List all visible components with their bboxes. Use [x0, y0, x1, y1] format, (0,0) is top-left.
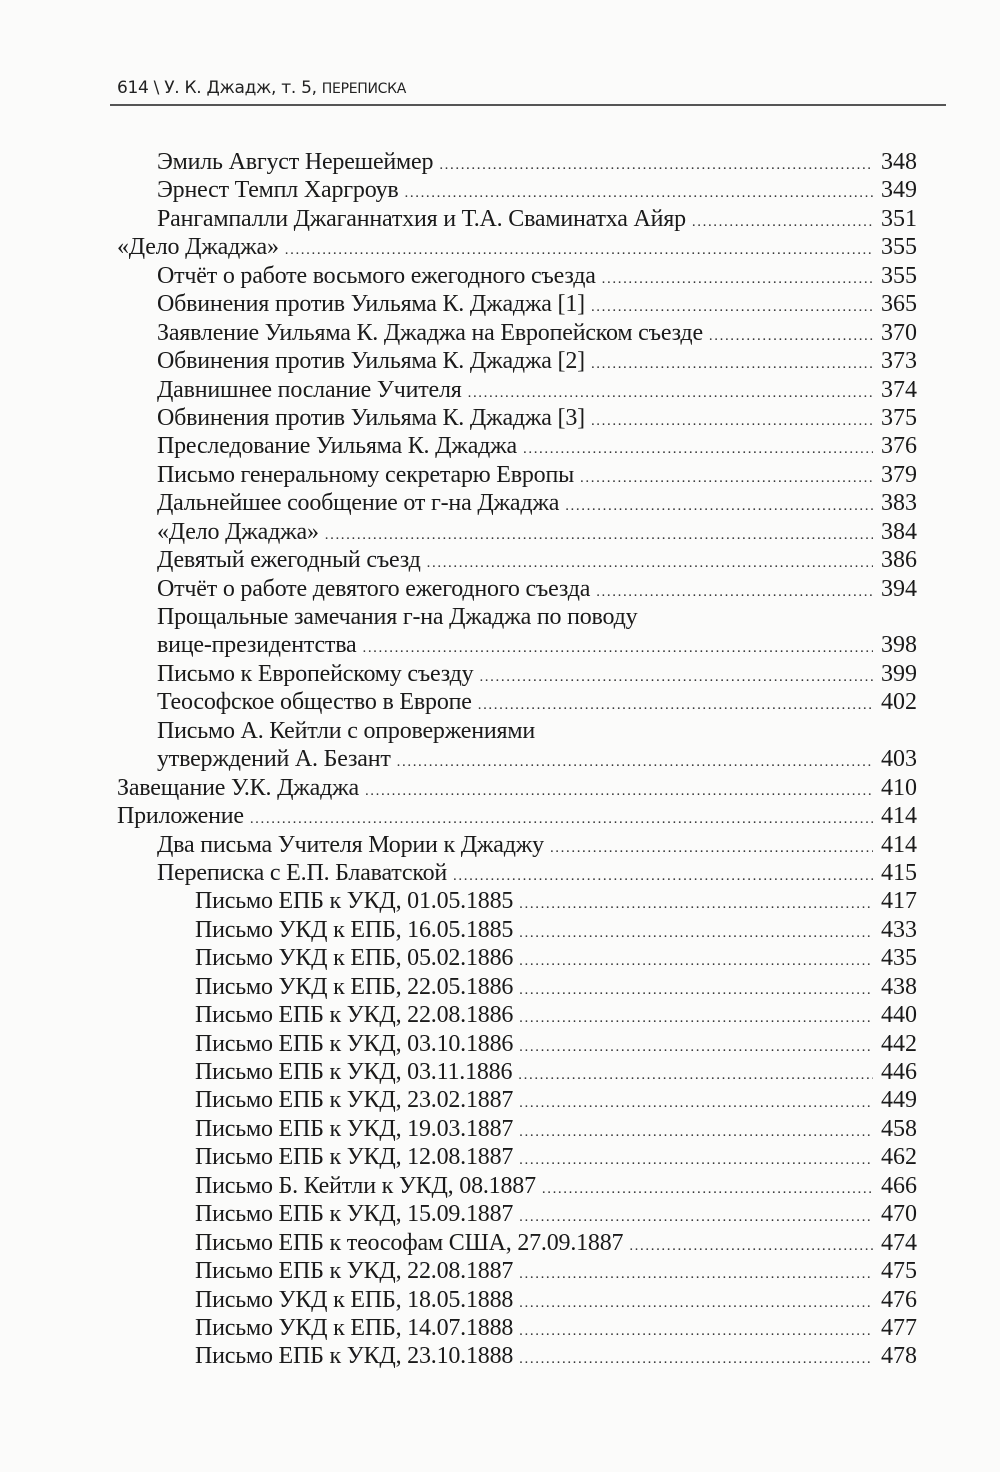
- toc-entry-title: Обвинения против Уильяма К. Джаджа [3]: [157, 404, 585, 431]
- toc-entry-title: Письмо ЕПБ к УКД, 22.08.1887: [195, 1258, 514, 1285]
- toc-entry-title: Письмо ЕПБ к УКД, 15.09.1887: [195, 1201, 514, 1228]
- toc-entry[interactable]: [117, 176, 917, 204]
- toc-entry-title: Письмо ЕПБ к УКД, 23.10.1888: [195, 1343, 514, 1370]
- running-header: [117, 78, 406, 98]
- toc-entry-page: 466: [881, 1172, 917, 1199]
- dot-leader: [519, 976, 873, 1004]
- table-of-contents: [117, 148, 917, 1371]
- toc-entry-page: 348: [881, 149, 917, 175]
- toc-entry[interactable]: [117, 461, 917, 489]
- dot-leader: [629, 1232, 873, 1260]
- toc-entry-page: 446: [881, 1059, 917, 1085]
- toc-entry-page: 394: [881, 575, 917, 602]
- toc-entry-page: 475: [881, 1258, 917, 1285]
- toc-entry-title: Письмо Б. Кейтли к УКД, 08.1887: [195, 1172, 536, 1199]
- toc-entry-title: Заявление Уильяма К. Джаджа на Европейском съезде: [157, 319, 703, 346]
- toc-entry[interactable]: [117, 233, 917, 261]
- toc-entry-page: 477: [881, 1314, 917, 1341]
- dot-leader: [468, 379, 873, 407]
- dot-leader: [519, 1004, 873, 1032]
- dot-leader: [325, 521, 873, 549]
- dot-leader: [519, 1033, 873, 1061]
- toc-entry-title-line1: Письмо А. Кейтли с опровержениями: [157, 717, 536, 744]
- dot-leader: [591, 293, 873, 321]
- dot-leader: [591, 407, 873, 435]
- toc-entry[interactable]: [117, 518, 917, 546]
- toc-entry-page: 351: [881, 205, 917, 232]
- toc-entry-page: 355: [881, 262, 917, 289]
- toc-entry-title: Письмо ЕПБ к УКД, 22.08.1886: [195, 1002, 514, 1029]
- dot-leader: [479, 663, 873, 691]
- toc-entry[interactable]: [117, 1115, 917, 1143]
- toc-entry-title: Письмо ЕПБ к УКД, 12.08.1887: [195, 1144, 514, 1171]
- toc-entry[interactable]: [117, 688, 917, 716]
- dot-leader: [542, 1175, 873, 1203]
- toc-entry-page: 399: [881, 660, 917, 687]
- toc-entry[interactable]: [117, 575, 917, 603]
- dot-leader: [602, 265, 873, 293]
- toc-entry[interactable]: [117, 631, 917, 659]
- toc-entry[interactable]: [117, 1342, 917, 1370]
- dot-leader: [439, 151, 873, 179]
- dot-leader: [519, 1289, 873, 1317]
- toc-entry[interactable]: [117, 546, 917, 574]
- toc-entry[interactable]: [117, 1172, 917, 1200]
- toc-entry[interactable]: [117, 944, 917, 972]
- toc-entry[interactable]: [117, 1001, 917, 1029]
- toc-entry-page: 414: [881, 803, 917, 830]
- toc-entry-page: 370: [881, 319, 917, 346]
- dot-leader: [519, 919, 873, 947]
- dot-leader: [365, 777, 873, 805]
- dot-leader: [523, 435, 873, 463]
- toc-entry-page: 374: [881, 376, 917, 403]
- toc-entry-page: 458: [881, 1115, 917, 1142]
- toc-entry[interactable]: [117, 859, 917, 887]
- toc-entry-page: 383: [881, 490, 917, 517]
- toc-entry[interactable]: [117, 1143, 917, 1171]
- toc-entry[interactable]: [117, 1058, 917, 1086]
- toc-entry-page: 398: [881, 632, 917, 659]
- dot-leader: [550, 834, 873, 862]
- dot-leader: [427, 549, 873, 577]
- header-author: У. К. Джадж, т. 5,: [164, 78, 317, 98]
- toc-entry-title: Эрнест Темпл Харгроув: [157, 177, 399, 204]
- toc-entry-title: Завещание У.К. Джаджа: [117, 774, 359, 801]
- toc-entry-title: Письмо УКД к ЕПБ, 22.05.1886: [195, 973, 514, 1000]
- toc-entry-title: Теософское общество в Европе: [157, 689, 472, 716]
- toc-entry[interactable]: [117, 347, 917, 375]
- dot-leader: [518, 1061, 873, 1089]
- toc-entry-page: 349: [881, 177, 917, 204]
- toc-entry-page: 433: [881, 916, 917, 943]
- toc-entry-title: Обвинения против Уильяма К. Джаджа [2]: [157, 348, 585, 375]
- toc-entry-title: Девятый ежегодный съезд: [157, 547, 421, 574]
- toc-entry-title: Письмо ЕПБ к теософам США, 27.09.1887: [195, 1229, 624, 1256]
- toc-entry-title: Письмо ЕПБ к УКД, 01.05.1885: [195, 888, 514, 915]
- dot-leader: [692, 208, 873, 236]
- toc-entry-title: Рангампалли Джаганнатхия и Т.А. Сваминатха Айяр: [157, 205, 686, 232]
- toc-entry[interactable]: [117, 262, 917, 290]
- toc-entry[interactable]: [117, 1229, 917, 1257]
- toc-entry-page: 386: [881, 547, 917, 574]
- toc-entry-page: 403: [881, 746, 917, 773]
- toc-entry[interactable]: [117, 148, 917, 176]
- dot-leader: [362, 634, 873, 662]
- dot-leader: [478, 691, 873, 719]
- toc-entry-first-line: [117, 717, 917, 745]
- toc-entry-title: Письмо УКД к ЕПБ, 16.05.1885: [195, 916, 514, 943]
- dot-leader: [519, 1118, 873, 1146]
- toc-entry[interactable]: [117, 774, 917, 802]
- dot-leader: [519, 1260, 873, 1288]
- toc-entry[interactable]: [117, 802, 917, 830]
- dot-leader: [591, 350, 873, 378]
- dot-leader: [709, 322, 873, 350]
- header-rule: [110, 104, 946, 106]
- toc-entry-title: Преследование Уильяма К. Джаджа: [157, 433, 517, 460]
- toc-entry-title: Приложение: [117, 803, 244, 830]
- toc-entry[interactable]: [117, 290, 917, 318]
- toc-entry-page: 410: [881, 774, 917, 801]
- toc-entry[interactable]: [117, 1200, 917, 1228]
- dot-leader: [580, 464, 873, 492]
- toc-entry-page: 384: [881, 518, 917, 545]
- dot-leader: [519, 1203, 873, 1231]
- toc-entry[interactable]: [117, 887, 917, 915]
- toc-entry-title: вице-президентства: [157, 632, 357, 659]
- toc-entry-page: 414: [881, 831, 917, 858]
- toc-entry-page: 478: [881, 1343, 917, 1370]
- toc-entry-title: Письмо УКД к ЕПБ, 14.07.1888: [195, 1314, 514, 1341]
- toc-entry[interactable]: [117, 205, 917, 233]
- toc-entry-title: «Дело Джаджа»: [157, 518, 319, 545]
- toc-entry[interactable]: [117, 1286, 917, 1314]
- dot-leader: [453, 862, 873, 890]
- toc-entry-page: 402: [881, 689, 917, 716]
- dot-leader: [519, 947, 873, 975]
- toc-entry[interactable]: [117, 1086, 917, 1114]
- toc-entry-first-line: [117, 603, 917, 631]
- dot-leader: [519, 1146, 873, 1174]
- toc-entry-page: 442: [881, 1030, 917, 1057]
- toc-entry-page: 417: [881, 888, 917, 915]
- toc-entry[interactable]: [117, 1030, 917, 1058]
- dot-leader: [250, 805, 873, 833]
- header-page-number: 614: [117, 78, 149, 98]
- header-separator: \: [153, 78, 160, 98]
- toc-entry[interactable]: [117, 319, 917, 347]
- toc-entry-title: Письмо к Европейскому съезду: [157, 660, 474, 687]
- toc-entry[interactable]: [117, 745, 917, 773]
- toc-entry[interactable]: [117, 1314, 917, 1342]
- toc-entry-page: 379: [881, 461, 917, 488]
- toc-entry-title: «Дело Джаджа»: [117, 234, 279, 261]
- dot-leader: [405, 179, 873, 207]
- toc-entry[interactable]: [117, 660, 917, 688]
- toc-entry[interactable]: [117, 1257, 917, 1285]
- toc-entry-title: Переписка с Е.П. Блаватской: [157, 859, 448, 886]
- toc-entry-title: Отчёт о работе восьмого ежегодного съезда: [157, 262, 596, 289]
- toc-entry[interactable]: [117, 973, 917, 1001]
- toc-entry-title: Письмо генеральному секретарю Европы: [157, 461, 575, 488]
- toc-entry[interactable]: [117, 376, 917, 404]
- dot-leader: [519, 890, 873, 918]
- dot-leader: [565, 492, 873, 520]
- toc-entry-title: Письмо УКД к ЕПБ, 05.02.1886: [195, 945, 514, 972]
- toc-entry[interactable]: [117, 404, 917, 432]
- toc-entry-page: 435: [881, 945, 917, 972]
- dot-leader: [285, 236, 873, 264]
- toc-entry[interactable]: [117, 916, 917, 944]
- toc-entry-title: Давнишнее послание Учителя: [157, 376, 462, 403]
- toc-entry-page: 355: [881, 234, 917, 261]
- toc-entry-page: 474: [881, 1229, 917, 1256]
- toc-entry-title: Эмиль Август Нерешеймер: [157, 149, 434, 175]
- toc-entry[interactable]: [117, 432, 917, 460]
- toc-entry-page: 365: [881, 291, 917, 318]
- toc-entry-page: 462: [881, 1144, 917, 1171]
- toc-entry-title-line1: Прощальные замечания г-на Джаджа по поводу: [157, 604, 638, 630]
- dot-leader: [596, 578, 873, 606]
- toc-entry-page: 440: [881, 1002, 917, 1029]
- toc-entry-page: 476: [881, 1286, 917, 1313]
- dot-leader: [397, 748, 873, 776]
- toc-entry-page: 375: [881, 404, 917, 431]
- toc-entry-page: 470: [881, 1201, 917, 1228]
- toc-entry-title: Письмо ЕПБ к УКД, 19.03.1887: [195, 1115, 514, 1142]
- dot-leader: [519, 1317, 873, 1345]
- toc-entry-title: Два письма Учителя Мории к Джаджу: [157, 831, 544, 858]
- toc-entry-title: Письмо ЕПБ к УКД, 03.11.1886: [195, 1059, 513, 1085]
- toc-entry[interactable]: [117, 489, 917, 517]
- toc-entry-page: 373: [881, 348, 917, 375]
- toc-entry-page: 376: [881, 433, 917, 460]
- toc-entry-title: Обвинения против Уильяма К. Джаджа [1]: [157, 291, 585, 318]
- toc-entry-title: Дальнейшее сообщение от г-на Джаджа: [157, 490, 560, 517]
- toc-entry-title: Отчёт о работе девятого ежегодного съезда: [157, 575, 591, 602]
- toc-entry[interactable]: [117, 831, 917, 859]
- dot-leader: [519, 1089, 873, 1117]
- toc-entry-page: 438: [881, 973, 917, 1000]
- dot-leader: [519, 1345, 873, 1373]
- header-section: ПЕРЕПИСКА: [321, 81, 407, 97]
- toc-entry-title: Письмо ЕПБ к УКД, 23.02.1887: [195, 1087, 514, 1114]
- toc-entry-title: утверждений А. Безант: [157, 746, 391, 773]
- toc-entry-title: Письмо ЕПБ к УКД, 03.10.1886: [195, 1030, 514, 1057]
- toc-entry-page: 449: [881, 1087, 917, 1114]
- toc-entry-page: 415: [881, 859, 917, 886]
- toc-entry-title: Письмо УКД к ЕПБ, 18.05.1888: [195, 1286, 514, 1313]
